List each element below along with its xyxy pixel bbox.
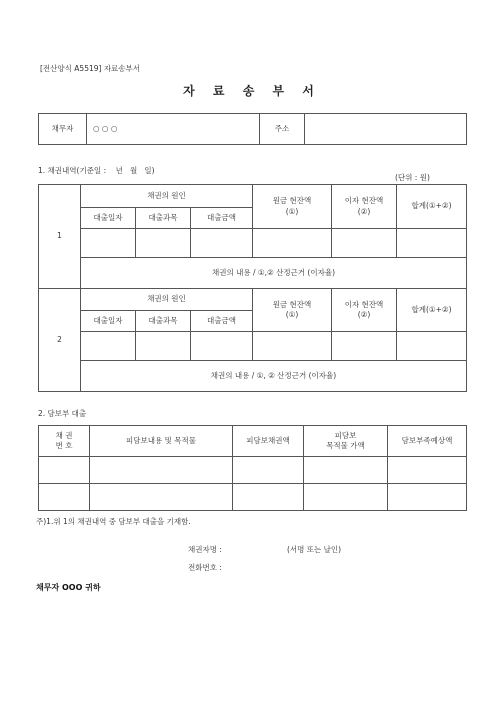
- interest-cell-2[interactable]: [332, 332, 397, 361]
- principal-cell-1[interactable]: [253, 229, 332, 258]
- creditor-name-label: 채권자명 :: [188, 545, 222, 554]
- basis-label-1: 채권의 내용 / ①,② 산정근거 (이자율): [81, 258, 467, 289]
- loan-subject-cell-2[interactable]: [136, 332, 191, 361]
- principal-header-1: 원금 현잔액 (①): [253, 185, 332, 229]
- debtor-label: 채무자: [39, 114, 87, 145]
- form-code-label: [전산양식 A5519] 자료송부서: [40, 64, 141, 73]
- loan-subject-cell-1[interactable]: [136, 229, 191, 258]
- cause-header-1: 채권의 원인: [81, 185, 253, 208]
- col-shortfall: 담보부족예상액: [388, 426, 467, 457]
- page-title: 자 료 송 부 서: [183, 84, 321, 98]
- debtor-table: [38, 113, 467, 145]
- claim-block-1-header: [39, 185, 467, 208]
- claim-table: [38, 184, 467, 392]
- total-cell-2[interactable]: [397, 332, 467, 361]
- loan-amount-header-2: 대출금액: [191, 311, 253, 332]
- col-secured-amount: 피담보채권액: [233, 426, 304, 457]
- loan-subject-header-2: 대출과목: [136, 311, 191, 332]
- collateral-cell[interactable]: [388, 484, 467, 511]
- claim-row-2: [39, 332, 467, 361]
- collateral-row-1: [39, 457, 467, 484]
- collateral-row-2: [39, 484, 467, 511]
- interest-header-2: 이자 현잔액 (②): [332, 289, 397, 332]
- loan-amount-cell-1[interactable]: [191, 229, 253, 258]
- basis-label-2: 채권의 내용 / ①, ② 산정근거 (이자율): [81, 361, 467, 392]
- cause-header-2: 채권의 원인: [81, 289, 253, 311]
- section2-heading: 2. 담보부 대출: [38, 409, 87, 418]
- loan-date-cell-1[interactable]: [81, 229, 136, 258]
- col-claim-no: 채 권 번 호: [39, 426, 90, 457]
- loan-date-cell-2[interactable]: [81, 332, 136, 361]
- footnote: 주)1.위 1의 채권내역 중 담보부 대출을 기재함.: [36, 517, 191, 526]
- address-field[interactable]: [305, 114, 467, 145]
- principal-header-2: 원금 현잔액 (①): [253, 289, 332, 332]
- interest-cell-1[interactable]: [332, 229, 397, 258]
- collateral-table: [38, 425, 467, 511]
- col-collateral-content: 피담보내용 및 목적물: [90, 426, 233, 457]
- loan-date-header-1: 대출일자: [81, 208, 136, 229]
- loan-date-header-2: 대출일자: [81, 311, 136, 332]
- claim-block-2-header: [39, 289, 467, 311]
- collateral-cell[interactable]: [39, 457, 90, 484]
- unit-label: (단위 : 원): [395, 173, 430, 182]
- total-cell-1[interactable]: [397, 229, 467, 258]
- claim-row-1: [39, 229, 467, 258]
- collateral-cell[interactable]: [304, 457, 388, 484]
- claim-no-1: 1: [39, 185, 81, 289]
- loan-amount-header-1: 대출금액: [191, 208, 253, 229]
- total-header-2: 합계(①+②): [397, 289, 467, 332]
- principal-cell-2[interactable]: [253, 332, 332, 361]
- collateral-cell[interactable]: [39, 484, 90, 511]
- collateral-cell[interactable]: [233, 484, 304, 511]
- interest-header-1: 이자 현잔액 (②): [332, 185, 397, 229]
- collateral-cell[interactable]: [90, 457, 233, 484]
- loan-subject-header-1: 대출과목: [136, 208, 191, 229]
- collateral-cell[interactable]: [233, 457, 304, 484]
- claim-no-2: 2: [39, 289, 81, 392]
- section1-heading: 1. 채권내역(기준일 : 년 월 일): [38, 166, 155, 175]
- signature-note: (서명 또는 날인): [287, 545, 342, 554]
- loan-amount-cell-2[interactable]: [191, 332, 253, 361]
- collateral-cell[interactable]: [90, 484, 233, 511]
- total-header-1: 합계(①+②): [397, 185, 467, 229]
- phone-label: 전화번호 :: [188, 563, 222, 572]
- addressee: 채무자 OOO 귀하: [36, 583, 101, 592]
- collateral-cell[interactable]: [304, 484, 388, 511]
- address-label: 주소: [260, 114, 305, 145]
- collateral-cell[interactable]: [388, 457, 467, 484]
- col-collateral-value: 피담보 목적물 가액: [304, 426, 388, 457]
- debtor-name-field[interactable]: ○ ○ ○: [87, 114, 260, 145]
